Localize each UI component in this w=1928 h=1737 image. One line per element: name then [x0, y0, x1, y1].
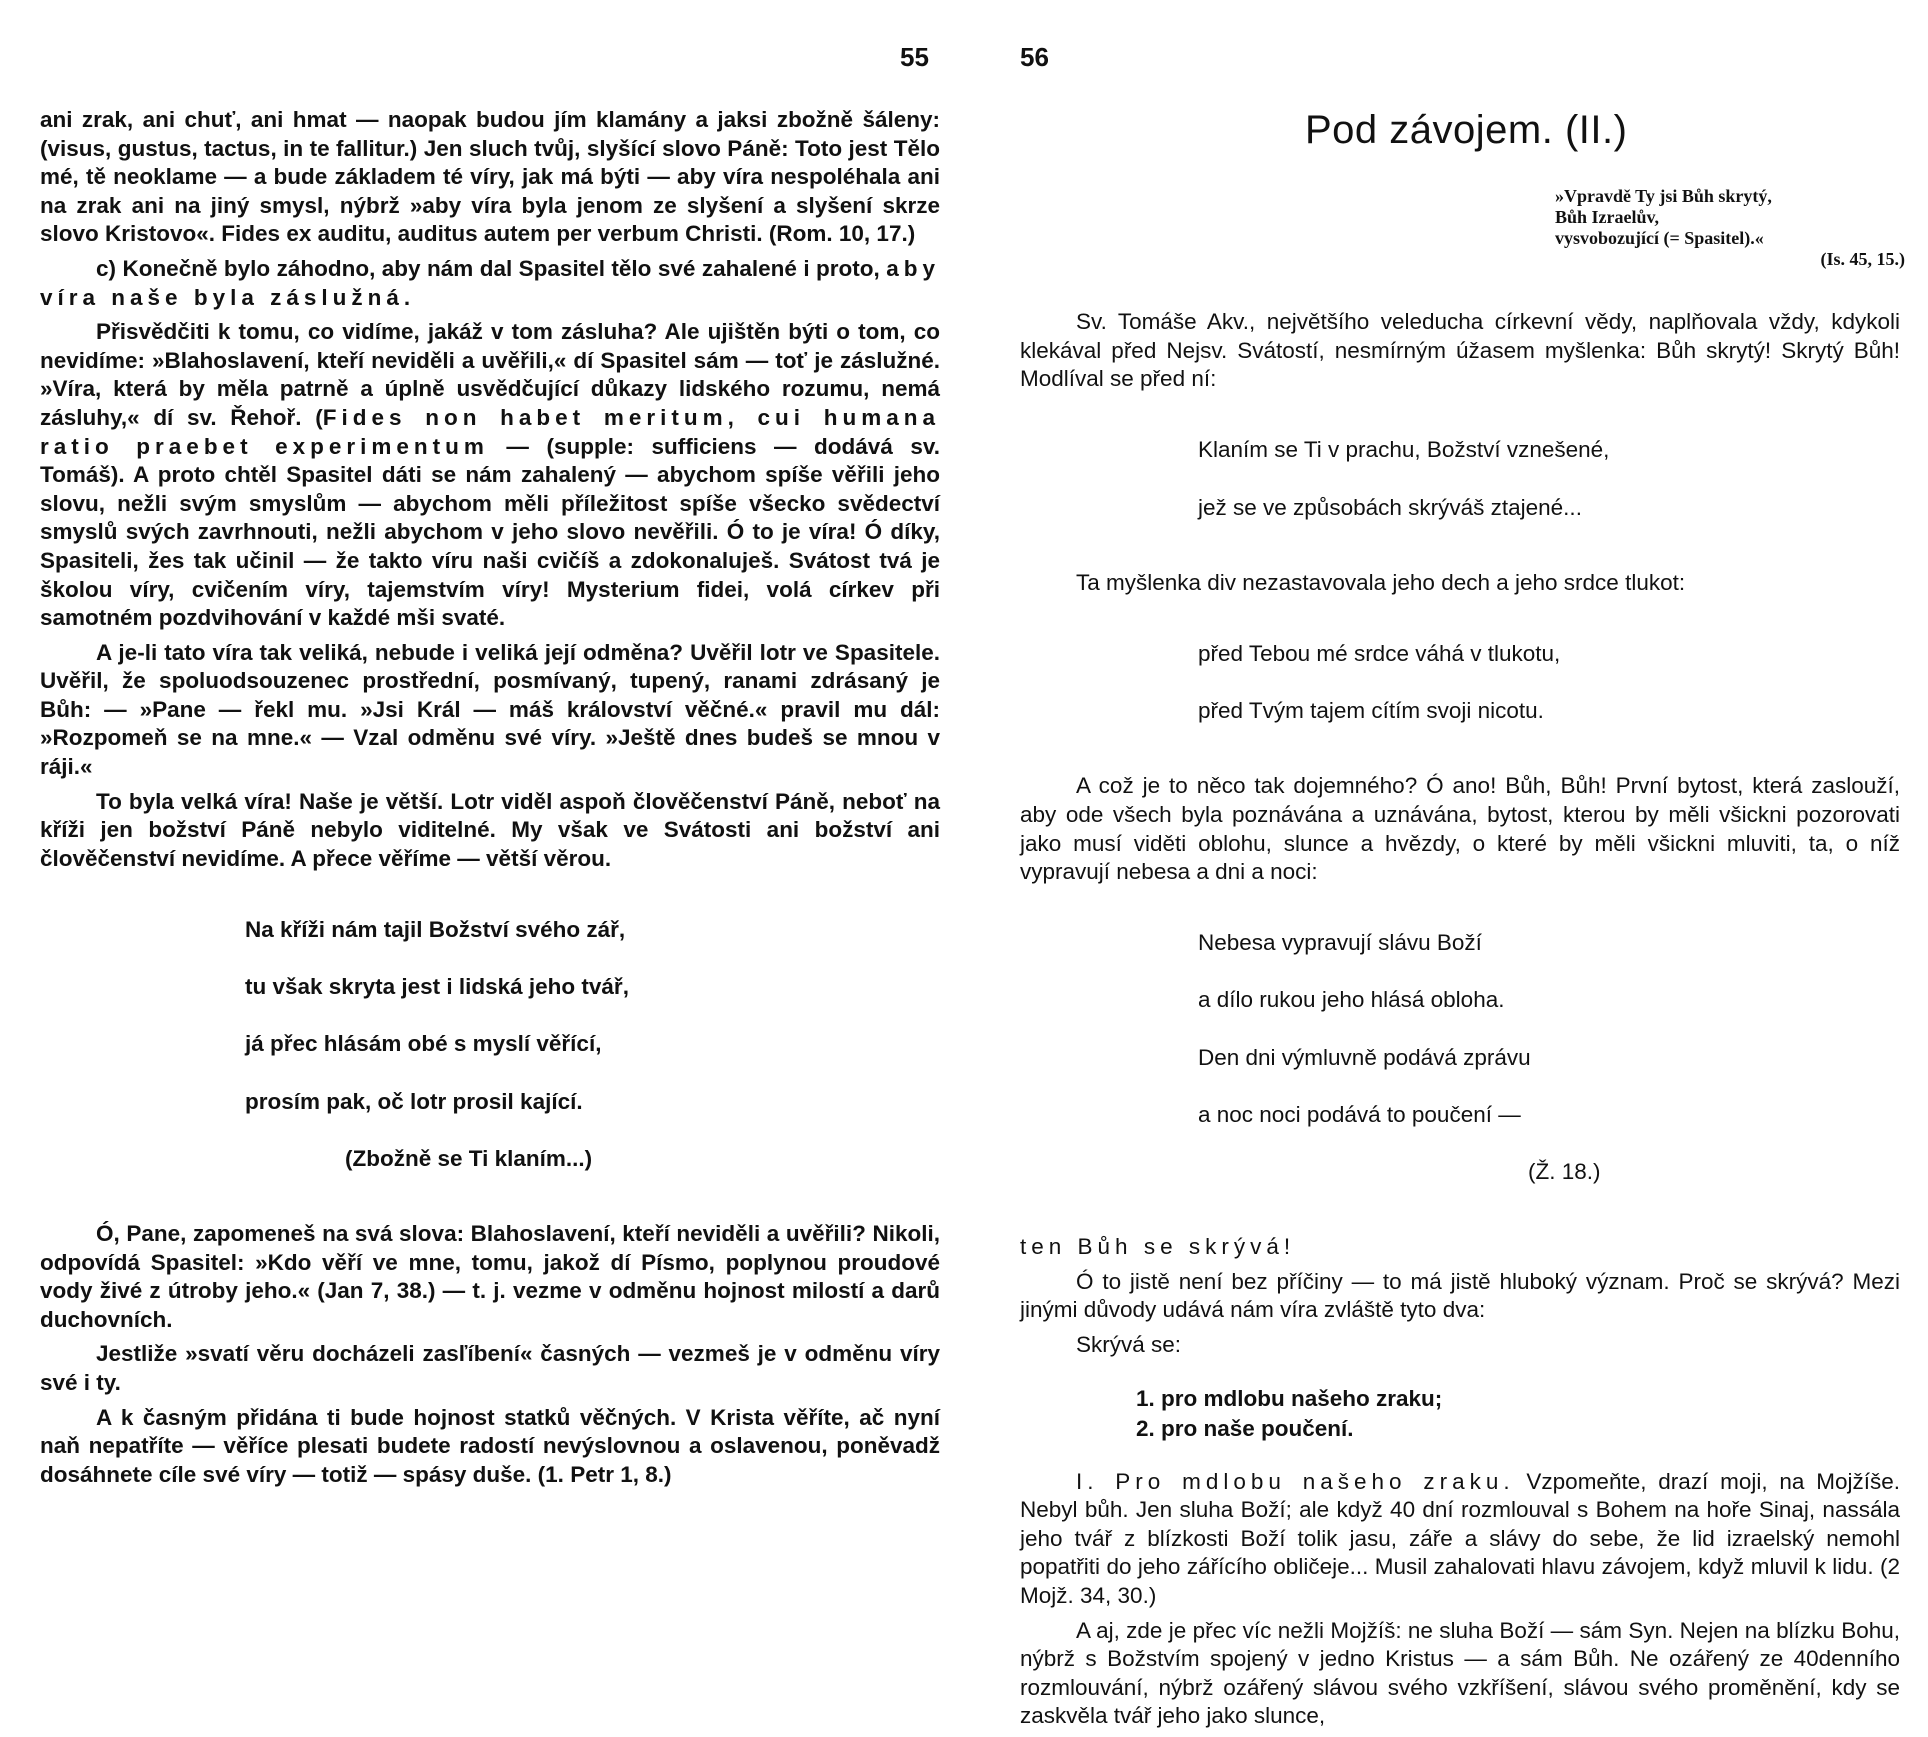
poem-line: před Tebou mé srdce váhá v tlukotu,	[1198, 640, 1561, 666]
poem-reference: (Ž. 18.)	[1528, 1159, 1601, 1185]
paragraph: A k časným přidána ti bude hojnost statků věčných. V Krista věříte, ač nyní naň nepatříte — věříce plesati budete radostí nevýslovnou a oslavenou, poněvadž dosáhnete cíle své víry — totiž — spásy duše. (1. Petr 1, 8.)	[40, 1404, 940, 1487]
poem-line: tu však skryta jest i lidská jeho tvář,	[245, 974, 629, 1000]
paragraph: A je-li tato víra tak veliká, nebude i veliká její odměna? Uvěřil lotr ve Spasitele. Uvěřil, že spoluodsouzenec prostřední, posmívaný, tupený, ranami zdrásaný je Bůh: — »Pane — řekl mu. »Jsi Král — máš království věčné.« pravil mu dál: »Rozpomeň se na mne.« — Vzal odměnu své víry. »Ještě dnes budeš se mnou v ráji.«	[40, 639, 940, 780]
poem	[1020, 611, 1900, 754]
motto-line: vysvobozující (= Spasitel).«	[1555, 228, 1764, 248]
poem-line: já přec hlásám obé s myslí věřící,	[245, 1031, 602, 1057]
motto-reference: (Is. 45, 15.)	[1820, 249, 1905, 269]
paragraph: Jestliže »svatí věru docházeli zasľíbení« časných — vezmeš je v odměnu víry své i ty.	[40, 1341, 940, 1395]
spaced-text: aby víra naše byla záslužná.	[40, 255, 940, 310]
numbered-list	[1136, 1384, 1900, 1444]
motto-line: Bůh Izraelův,	[1555, 207, 1660, 227]
poem-line: před Tvým tajem cítím svoji nicotu.	[1198, 698, 1544, 724]
spaced-text: ten Bůh se skrývá!	[1020, 1234, 1296, 1260]
poem-reference: (Zbožně se Ti klaním...)	[345, 1145, 593, 1171]
poem-line: a dílo rukou jeho hlásá obloha.	[1198, 987, 1505, 1013]
spaced-text: Fides non habet meritum, cui humana ratio praebet experimentum	[40, 404, 941, 459]
page-number: 56	[1020, 42, 1049, 72]
poem-line: prosím pak, oč lotr prosil kající.	[245, 1088, 583, 1114]
page-body	[1020, 308, 1900, 1737]
poem-line: jež se ve způsobách skrýváš ztajené...	[1198, 494, 1582, 520]
right-page	[1010, 0, 1910, 1729]
page-body	[40, 106, 940, 1495]
paragraph: ani zrak, ani chuť, ani hmat — naopak budou jím klamány a jaksi zbožně šáleny: (visus, gustus, tactus, in te fallitur.) Jen sluch tvůj, slyšící slovo Páně: Toto jest Tělo mé, tě neoklame — a bude základem té víry, jak má býti — aby víra nespoléhala ani na zrak ani na jiný smysl, nýbrž »aby víra byla jenom ze slyšení a slyšení skrze slovo Kristovo«. Fides ex auditu, auditus autem per verbum Christi. (Rom. 10, 17.)	[40, 107, 940, 247]
chapter-title: Pod závojem. (II.)	[1305, 108, 1628, 152]
page-number: 55	[900, 42, 929, 72]
motto	[1555, 186, 1915, 270]
poem-line: Den dni výmluvně podává zprávu	[1198, 1044, 1531, 1070]
paragraph	[1020, 1233, 1900, 1262]
paragraph: Ó, Pane, zapomeneš na svá slova: Blahoslavení, kteří neviděli a uvěřili? Nikoli, odpovídá Spasitel: »Kdo věří ve mne, tomu, jakož dí Písmo, poplynou proudové vody živé z útroby jeho.« (Jan 7, 38.) — t. j. vezme v odměnu hojnost milostí a darů duchovních.	[40, 1220, 940, 1332]
spaced-text: I. Pro mdlobu našeho zraku.	[1076, 1468, 1515, 1494]
list-item: 2. pro naše poučení.	[1136, 1415, 1354, 1441]
poem-line: Klaním se Ti v prachu, Božství vznešené,	[1198, 437, 1610, 463]
paragraph: I. Pro mdlobu našeho zraku. Vzpomeňte, drazí moji, na Mojžíše. Nebyl bůh. Jen sluha Boží; ale když 40 dní rozmlouval s Bohem na hoře Sinaj, nassála jeho tvář z blízkosti Boží tolik jasu, záře a slávy do sebe, že lid izraelský nemohl popatřiti do jeho zářícího obličeje... Musil zahalovati hlavu závojem, když mluvil k lidu. (2 Mojž. 34, 30.)	[1020, 1468, 1900, 1608]
poem-line: a noc noci podává to poučení —	[1198, 1101, 1521, 1127]
paragraph: Skrývá se:	[1076, 1332, 1182, 1357]
paragraph: Ta myšlenka div nezastavovala jeho dech a jeho srdce tlukot:	[1076, 569, 1686, 595]
paragraph: A což je to něco tak dojemného? Ó ano! Bůh, Bůh! První bytost, která zaslouží, aby ode všech byla poznávána a uznávána, bytost, kterou by měli všickni pozorovati jako musí viděti oblohu, slunce a hvězdy, o které by měli všickni mluviti, ta, o níž vypravují nebesa a dni a noci:	[1020, 773, 1900, 885]
paragraph: c) Konečně bylo záhodno, aby nám dal Spasitel tělo své zahalené i proto, aby víra naše byla záslužná.	[40, 255, 940, 310]
paragraph: A aj, zde je přec víc nežli Mojžíš: ne sluha Boží — sám Syn. Nejen na blízku Bohu, nýbrž s Božstvím spojený v jedno Kristus — a sám Bůh. Ne ozářený ze 40denního rozmlouvání, nýbrž ozářený slávou svého vzkříšení, slávou svého proměnění, kdy se zaskvěla tvář jeho jako slunce,	[1020, 1617, 1900, 1729]
motto-line: »Vpravdě Ty jsi Bůh skrytý,	[1555, 186, 1772, 206]
poem	[1020, 901, 1900, 1216]
poem-line: Na kříži nám tajil Božství svého zář,	[245, 917, 626, 943]
paragraph: Sv. Tomáše Akv., největšího veleducha církevní vědy, naplňovala vždy, kdykoli klekával před Nejsv. Svátostí, nesmírným úžasem myšlenka: Bůh skrytý! Skrytý Bůh! Modlíval se před ní:	[1020, 309, 1900, 392]
left-page	[40, 0, 940, 1500]
poem	[1020, 408, 1900, 551]
paragraph: Ó to jistě není bez příčiny — to má jistě hluboký význam. Proč se skrývá? Mezi jinými důvody udává nám víra zvláště tyto dva:	[1020, 1268, 1900, 1323]
poem	[40, 887, 940, 1202]
paragraph: To byla velká víra! Naše je větší. Lotr viděl aspoň člověčenství Páně, neboť na kříži jen božství Páně nebylo viditelné. My však ve Svátosti ani božství ani člověčenství nevidíme. A přece věříme — větší věrou.	[40, 788, 940, 871]
poem-line: Nebesa vypravují slávu Boží	[1198, 930, 1482, 956]
list-item: 1. pro mdlobu našeho zraku;	[1136, 1385, 1443, 1411]
paragraph: Přisvědčiti k tomu, co vidíme, jakáž v tom zásluha? Ale ujištěn býti o tom, co nevidíme: »Blahoslavení, kteří neviděli a uvěřili,« dí Spasitel sám — toť je záslužné. »Víra, která by měla patrně a úplně usvědčující důkazy lidského rozumu, nemá zásluhy,« dí sv. Řehoř. (Fides non habet meritum, cui humana ratio praebet experimentum — (supple: sufficiens — dodává sv. Tomáš). A proto chtěl Spasitel dáti se nám zahalený — abychom spíše věřili jeho slovu, nežli svým smyslům — abychom měli příležitost spíše všecko svědectví smyslů svých zavrhnouti, nežli abychom v jeho slovo nevěřili. Ó to je víra! Ó díky, Spasiteli, žes tak učinil — že takto víru naši cvičíš a zdokonaluješ. Svátost tvá je školou víry, cvičením víry, tajemstvím víry! Mysterium fidei, volá církev při samotném pozdvihování v každé mši svaté.	[40, 319, 941, 631]
